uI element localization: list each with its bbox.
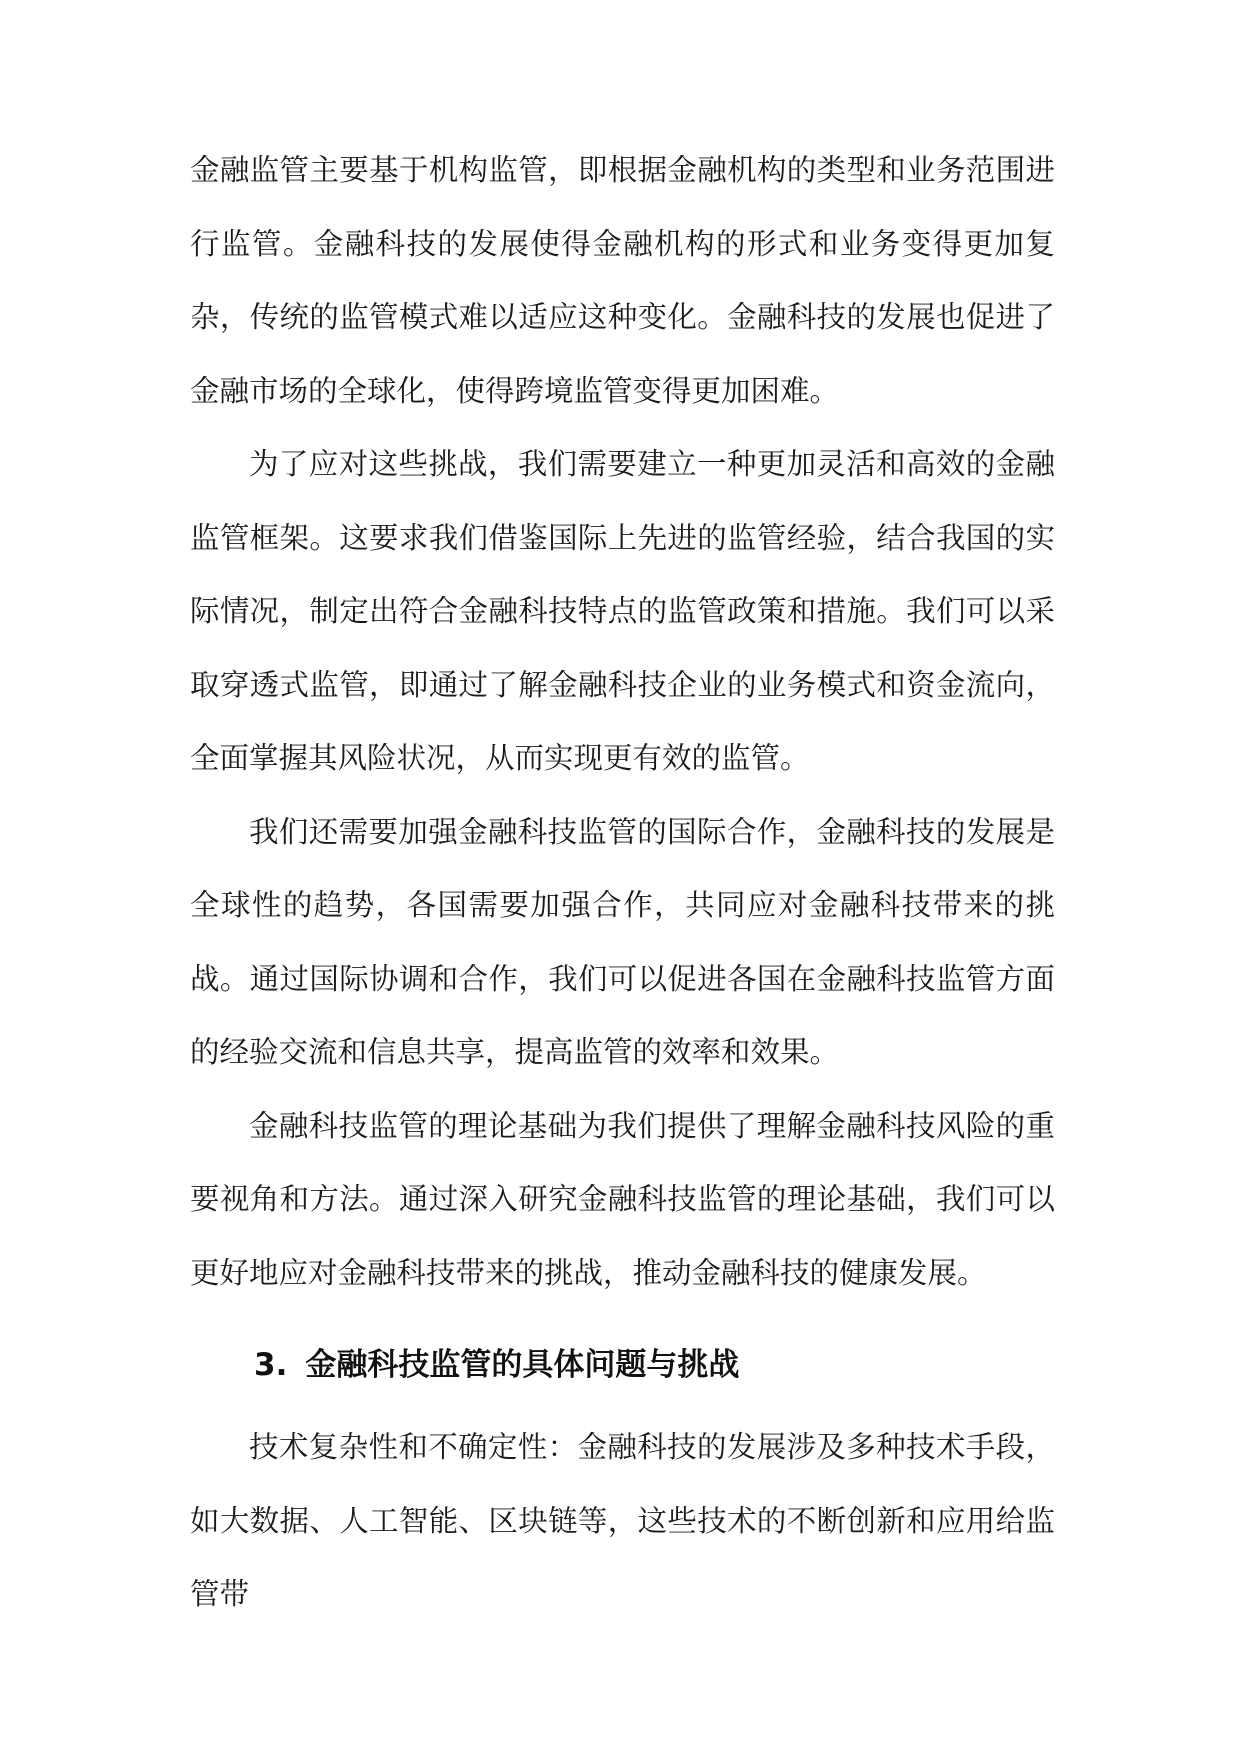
- section-number: 3.: [254, 1347, 288, 1383]
- paragraph-continued: 金融监管主要基于机构监管，即根据金融机构的类型和业务范围进行监管。金融科技的发展使得金融机构的形式和业务变得更加复杂，传统的监管模式难以适应这种变化。金融科技的发展也促进了金融市场的全球化，使得跨境监管变得更加困难。: [190, 153, 1055, 408]
- paragraph: 我们还需要加强金融科技监管的国际合作，金融科技的发展是全球性的趋势，各国需要加强合作，共同应对金融科技带来的挑战。通过国际协调和合作，我们可以促进各国在金融科技监管方面的经验交流和信息共享，提高监管的效率和效果。: [190, 814, 1055, 1069]
- section-heading: [190, 1335, 1055, 1395]
- paragraph: 为了应对这些挑战，我们需要建立一种更加灵活和高效的金融监管框架。这要求我们借鉴国际上先进的监管经验，结合我国的实际情况，制定出符合金融科技特点的监管政策和措施。我们可以采取穿透式监管，即通过了解金融科技企业的业务模式和资金流向，全面掌握其风险状况，从而实现更有效的监管。: [190, 447, 1055, 775]
- page-body: [190, 134, 1055, 1632]
- paragraph: 金融科技监管的理论基础为我们提供了理解金融科技风险的重要视角和方法。通过深入研究金融科技监管的理论基础，我们可以更好地应对金融科技带来的挑战，推动金融科技的健康发展。: [190, 1108, 1055, 1290]
- section-title: 金融科技监管的具体问题与挑战: [305, 1347, 740, 1383]
- paragraph: 技术复杂性和不确定性：金融科技的发展涉及多种技术手段，如大数据、人工智能、区块链等，这些技术的不断创新和应用给监管带: [190, 1430, 1055, 1611]
